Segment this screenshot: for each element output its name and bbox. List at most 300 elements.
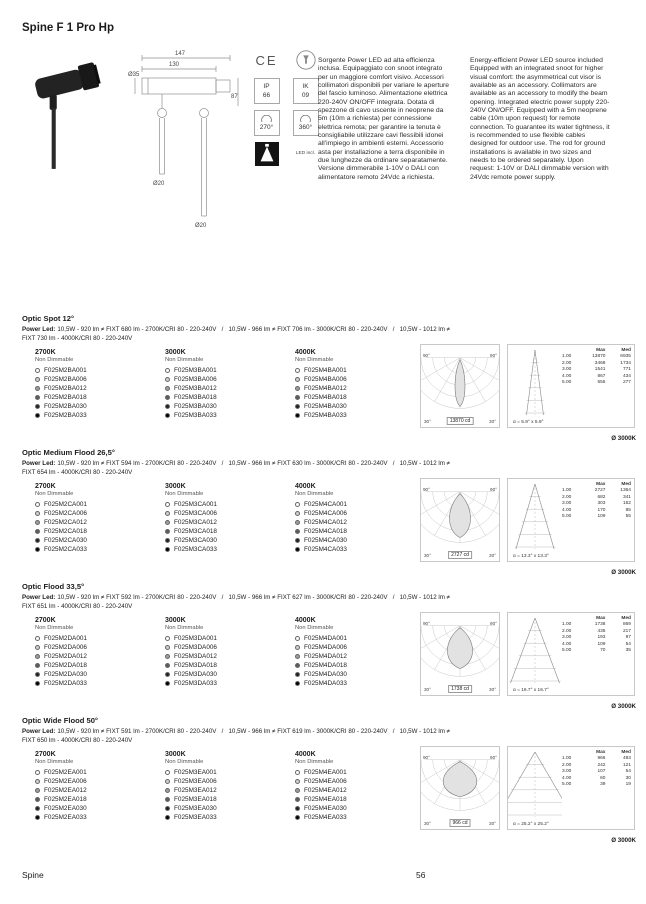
cone-table-header-cell: Med xyxy=(621,750,631,755)
beam-cone-icon xyxy=(508,479,562,561)
polar-angle-label: 30° xyxy=(424,419,431,424)
polar-angle-label: 90° xyxy=(490,755,497,760)
product-code-row xyxy=(35,670,165,679)
product-code-row xyxy=(295,393,425,402)
product-code-row xyxy=(165,536,295,545)
ce-mark: CE xyxy=(255,52,278,68)
product-code: F025M4BA018 xyxy=(304,394,347,401)
product-code: F025M4EA033 xyxy=(304,814,347,821)
cone-max-value: 555 xyxy=(597,380,606,386)
beam-angle-label: α = 13.3° x 13.3° xyxy=(513,554,549,559)
color-temp-header: 3000K xyxy=(165,349,186,356)
product-code: F025M2BA018 xyxy=(44,394,87,401)
cone-med-value: 152 xyxy=(622,501,631,507)
product-code-row xyxy=(295,527,425,536)
power-led-spec xyxy=(22,326,638,333)
optic-section xyxy=(22,314,638,448)
cone-med-value: 35 xyxy=(625,648,631,654)
product-code-row xyxy=(295,813,425,822)
optic-section-title: Optic Spot 12° xyxy=(22,314,74,323)
product-code-row xyxy=(165,795,295,804)
cone-diagram xyxy=(507,344,635,428)
cone-table xyxy=(562,345,634,427)
product-code-row xyxy=(35,634,165,643)
product-code: F025M4DA001 xyxy=(304,635,347,642)
color-temp-column xyxy=(35,349,165,420)
finish-dot xyxy=(165,413,170,418)
finish-dot xyxy=(35,645,40,650)
cone-max-value: 2727 xyxy=(594,488,606,494)
power-led-spec xyxy=(22,728,638,735)
dimming-label: Non Dimmable xyxy=(295,491,334,497)
finish-dot xyxy=(165,529,170,534)
product-code-row xyxy=(35,813,165,822)
dimming-label: Non Dimmable xyxy=(295,625,334,631)
cone-diagram xyxy=(507,612,635,696)
rotation-360-badge xyxy=(293,110,319,136)
color-temp-header: 3000K xyxy=(165,751,186,758)
product-code-row xyxy=(295,643,425,652)
product-code: F025M3BA030 xyxy=(174,403,217,410)
product-code: F025M3EA033 xyxy=(174,814,217,821)
product-code-row xyxy=(35,804,165,813)
spotlight-image xyxy=(18,52,124,174)
photometry-temp-label: Ø 3000K xyxy=(611,569,636,576)
product-code: F025M4EA001 xyxy=(304,769,347,776)
candela-value: 13870 cd xyxy=(447,417,474,425)
polar-angle-label: 30° xyxy=(424,687,431,692)
footer-product-name: Spine xyxy=(22,870,44,880)
dimming-label: Non Dimmable xyxy=(165,625,204,631)
cone-table-header-cell: Max xyxy=(596,482,606,487)
finish-dot xyxy=(165,645,170,650)
photometric-diagram xyxy=(420,344,636,442)
beam-angle-label: α = 5.9° x 5.9° xyxy=(513,420,544,425)
product-code-row xyxy=(35,679,165,688)
optic-section xyxy=(22,448,638,582)
beam-cone-icon xyxy=(508,345,562,427)
product-code-row xyxy=(35,643,165,652)
product-code: F025M3CA030 xyxy=(174,537,217,544)
cone-distance: 4.00 xyxy=(562,641,572,647)
power-led-spec xyxy=(22,460,638,467)
finish-dot xyxy=(295,681,300,686)
power-led-label: Power Led: xyxy=(22,459,56,467)
product-code-row xyxy=(295,509,425,518)
finish-dot xyxy=(165,404,170,409)
color-temp-header: 3000K xyxy=(165,483,186,490)
product-code: F025M4CA033 xyxy=(304,546,347,553)
power-led-spec-continued: FIXT 651 lm - 4000K/CRI 80 - 220-240V xyxy=(22,603,133,610)
finish-dot xyxy=(35,511,40,516)
cone-distance: 3.00 xyxy=(562,501,572,507)
cone-distance: 5.00 xyxy=(562,514,572,520)
product-code: F025M2BA033 xyxy=(44,412,87,419)
color-temp-column xyxy=(35,483,165,554)
dimming-label: Non Dimmable xyxy=(165,491,204,497)
optic-section xyxy=(22,716,638,850)
product-code-row xyxy=(165,375,295,384)
cone-max-value: 682 xyxy=(597,494,606,500)
cone-table-row xyxy=(562,782,631,788)
dimming-label: Non Dimmable xyxy=(35,759,74,765)
tilt-arc-icon xyxy=(260,115,273,123)
product-code-row xyxy=(295,652,425,661)
glass-circle-icon xyxy=(294,48,318,72)
product-code-row xyxy=(35,777,165,786)
tilt-270-badge xyxy=(254,110,280,136)
dimming-label: Non Dimmable xyxy=(35,357,74,363)
product-code-row xyxy=(165,768,295,777)
product-photo xyxy=(18,52,124,174)
product-code: F025M4CA012 xyxy=(304,519,347,526)
finish-dot xyxy=(35,529,40,534)
power-led-spec-continued: FIXT 730 lm - 4000K/CRI 80 - 220-240V xyxy=(22,335,133,342)
cone-max-value: 60 xyxy=(600,775,606,781)
cone-distance: 2.00 xyxy=(562,360,572,366)
technical-drawing xyxy=(128,46,248,238)
cone-max-value: 303 xyxy=(597,501,606,507)
finish-dot xyxy=(295,377,300,382)
polar-diagram xyxy=(420,612,500,696)
finish-dot xyxy=(165,377,170,382)
product-code-row xyxy=(165,786,295,795)
cone-med-value: 483 xyxy=(622,756,631,762)
dim-length-total: 147 xyxy=(174,51,186,57)
product-code: F025M3DA033 xyxy=(174,680,217,687)
color-temp-column xyxy=(295,751,425,822)
product-code-row xyxy=(165,661,295,670)
finish-dot xyxy=(165,815,170,820)
candela-value: 2727 cd xyxy=(448,551,472,559)
finish-dot xyxy=(295,404,300,409)
dim-diameter-body: Ø35 xyxy=(128,72,140,78)
finish-dot xyxy=(295,395,300,400)
polar-diagram xyxy=(420,478,500,562)
cone-max-value: 170 xyxy=(597,507,606,513)
cone-max-value: 1541 xyxy=(594,367,606,373)
product-code-row xyxy=(295,411,425,420)
product-code: F025M4BA033 xyxy=(304,412,347,419)
finish-dot xyxy=(295,368,300,373)
finish-dot xyxy=(165,681,170,686)
power-led-label: Power Led: xyxy=(22,727,56,735)
product-code: F025M3CA006 xyxy=(174,510,217,517)
finish-dot xyxy=(295,538,300,543)
finish-dot xyxy=(295,386,300,391)
optic-section-title: Optic Medium Flood 26,5° xyxy=(22,448,115,457)
cone-max-value: 107 xyxy=(597,769,606,775)
product-code-row xyxy=(165,393,295,402)
power-led-spec-continued: FIXT 654 lm - 4000K/CRI 80 - 220-240V xyxy=(22,469,133,476)
color-temp-column xyxy=(35,751,165,822)
rotation-arc-icon xyxy=(299,115,312,123)
finish-dot xyxy=(295,654,300,659)
product-code: F025M4BA012 xyxy=(304,385,347,392)
product-code: F025M4CA001 xyxy=(304,501,347,508)
cone-distance: 5.00 xyxy=(562,648,572,654)
finish-dot xyxy=(295,502,300,507)
dim-diameter-rod2: Ø20 xyxy=(195,223,207,229)
cone-distance: 3.00 xyxy=(562,367,572,373)
cone-med-value: 869 xyxy=(622,622,631,628)
cone-diagram-svg xyxy=(508,613,562,691)
product-code-row xyxy=(295,518,425,527)
power-led-label: Power Led: xyxy=(22,593,56,601)
finish-dot xyxy=(35,538,40,543)
polar-curve-svg xyxy=(421,747,499,829)
finish-dot xyxy=(35,797,40,802)
power-led-spec xyxy=(22,594,638,601)
product-code-row xyxy=(35,795,165,804)
photometry-temp-label: Ø 3000K xyxy=(611,703,636,710)
ik-rating-badge xyxy=(293,78,319,104)
finish-dot xyxy=(35,368,40,373)
cone-distance: 4.00 xyxy=(562,507,572,513)
product-code: F025M3BA012 xyxy=(174,385,217,392)
certification-badges xyxy=(250,48,324,166)
product-code-row xyxy=(165,679,295,688)
product-code: F025M2EA006 xyxy=(44,778,87,785)
finish-dot xyxy=(165,538,170,543)
product-code: F025M3CA033 xyxy=(174,546,217,553)
cone-med-value: 6935 xyxy=(620,354,631,360)
product-code: F025M3BA006 xyxy=(174,376,217,383)
product-code: F025M4DA012 xyxy=(304,653,347,660)
color-temp-header: 4000K xyxy=(295,349,316,356)
product-code: F025M4CA018 xyxy=(304,528,347,535)
product-code-row xyxy=(165,384,295,393)
product-code: F025M2EA030 xyxy=(44,805,87,812)
product-code: F025M2EA018 xyxy=(44,796,87,803)
product-code: F025M3DA006 xyxy=(174,644,217,651)
product-code: F025M2DA012 xyxy=(44,653,87,660)
cone-distance: 3.00 xyxy=(562,769,572,775)
color-temp-column xyxy=(165,483,295,554)
polar-angle-label: 30° xyxy=(489,821,496,826)
finish-dot xyxy=(295,529,300,534)
cone-max-value: 39 xyxy=(600,782,606,788)
power-led-values: 10,5W - 920 lm ≠ FIXT 592 lm - 2700K/CRI 80 - 220-240V / 10,5W - 966 lm ≠ FIXT 627 lm - 3000K/CRI 80 - 220-240V / 10,5W - 1012 lm ≠ xyxy=(57,593,451,601)
cone-distance: 1.00 xyxy=(562,622,572,628)
cone-max-value: 435 xyxy=(597,628,606,634)
product-code-row xyxy=(35,509,165,518)
product-code-row xyxy=(165,643,295,652)
product-code-row xyxy=(165,366,295,375)
product-code: F025M2CA033 xyxy=(44,546,87,553)
beam-angle-label: α = 16.7° x 16.7° xyxy=(513,688,549,693)
description-english: Energy-efficient Power LED source included Equipped with an integrated snoot for higher visual comfort: the asymmetrical cut visor is available as an accessory. Collimators are available as an accessory to modify the beam opening. Integrated electric power supply 220-240V ON/OFF. Equipped with a 5m neoprene cable (10m upon request) for remote connection. To guarantee its water tightness, it is recommended to use flexible cables designed for outdoor use. The rod for ground installations is available in two sizes and needs to be ordered separately. Upon request: 1-10V or DALI dimmable version with 24Vdc remote power supply. xyxy=(470,56,610,181)
ik-value: 09 xyxy=(301,91,310,99)
dimension-drawing-svg xyxy=(128,46,248,238)
cone-max-value: 242 xyxy=(597,762,606,768)
product-code: F025M3CA018 xyxy=(174,528,217,535)
cone-diagram xyxy=(507,746,635,830)
optic-section-title: Optic Flood 33,5° xyxy=(22,582,85,591)
product-code-row xyxy=(295,795,425,804)
cone-diagram xyxy=(507,478,635,562)
cone-table-header-cell: Med xyxy=(621,616,631,621)
cone-med-value: 19 xyxy=(625,782,631,788)
cone-distance: 2.00 xyxy=(562,628,572,634)
cone-med-value: 97 xyxy=(625,635,631,641)
candela-value: 966 cd xyxy=(449,819,470,827)
product-code-row xyxy=(165,411,295,420)
cone-table-header-cell: Max xyxy=(596,348,606,353)
product-code: F025M2CA030 xyxy=(44,537,87,544)
finish-dot xyxy=(35,663,40,668)
power-led-values: 10,5W - 920 lm ≠ FIXT 591 lm - 2700K/CRI 80 - 220-240V / 10,5W - 966 lm ≠ FIXT 619 lm - 3000K/CRI 80 - 220-240V / 10,5W - 1012 lm ≠ xyxy=(57,727,451,735)
product-code: F025M2CA012 xyxy=(44,519,87,526)
finish-dot xyxy=(35,681,40,686)
finish-dot xyxy=(35,770,40,775)
product-code-row xyxy=(165,545,295,554)
finish-dot xyxy=(35,636,40,641)
product-code-row xyxy=(35,661,165,670)
power-led-spec-continued: FIXT 650 lm - 4000K/CRI 80 - 220-240V xyxy=(22,737,133,744)
finish-dot xyxy=(295,788,300,793)
product-code: F025M2BA001 xyxy=(44,367,87,374)
cone-distance: 3.00 xyxy=(562,635,572,641)
dimming-label: Non Dimmable xyxy=(295,357,334,363)
product-code-row xyxy=(295,768,425,777)
product-code-row xyxy=(295,670,425,679)
cone-distance: 5.00 xyxy=(562,380,572,386)
optic-sections xyxy=(22,314,638,850)
finish-dot xyxy=(35,395,40,400)
finish-dot xyxy=(165,386,170,391)
product-code: F025M2DA006 xyxy=(44,644,87,651)
product-code-row xyxy=(295,402,425,411)
candela-value: 1738 cd xyxy=(448,685,472,693)
product-code-row xyxy=(295,634,425,643)
photometry-temp-label: Ø 3000K xyxy=(611,837,636,844)
polar-angle-label: 90° xyxy=(423,755,430,760)
finish-dot xyxy=(165,779,170,784)
finish-dot xyxy=(35,520,40,525)
product-code-row xyxy=(35,652,165,661)
polar-curve-svg xyxy=(421,613,499,695)
product-code: F025M4CA030 xyxy=(304,537,347,544)
product-code: F025M3DA012 xyxy=(174,653,217,660)
product-code-row xyxy=(35,366,165,375)
product-code: F025M2DA018 xyxy=(44,662,87,669)
cone-med-value: 277 xyxy=(622,380,631,386)
polar-angle-label: 30° xyxy=(424,821,431,826)
finish-dot xyxy=(165,395,170,400)
color-temp-header: 2700K xyxy=(35,751,56,758)
product-code: F025M4EA030 xyxy=(304,805,347,812)
product-code-row xyxy=(295,661,425,670)
product-code: F025M2DA001 xyxy=(44,635,87,642)
product-code-row xyxy=(165,500,295,509)
polar-diagram xyxy=(420,344,500,428)
cone-distance: 4.00 xyxy=(562,373,572,379)
product-code: F025M3EA006 xyxy=(174,778,217,785)
product-code-row xyxy=(165,804,295,813)
color-temp-header: 2700K xyxy=(35,483,56,490)
cone-med-value: 30 xyxy=(625,775,631,781)
finish-dot xyxy=(35,654,40,659)
finish-dot xyxy=(35,672,40,677)
finish-dot xyxy=(165,788,170,793)
product-code-row xyxy=(35,411,165,420)
cone-max-value: 70 xyxy=(600,648,606,654)
product-code: F025M4DA006 xyxy=(304,644,347,651)
cone-distance: 2.00 xyxy=(562,494,572,500)
cone-table-row xyxy=(562,514,631,520)
cone-diagram-svg xyxy=(508,345,562,423)
cone-med-value: 121 xyxy=(622,762,631,768)
product-code: F025M2EA033 xyxy=(44,814,87,821)
finish-dot xyxy=(165,672,170,677)
product-code: F025M3DA030 xyxy=(174,671,217,678)
photometry-temp-label: Ø 3000K xyxy=(611,435,636,442)
finish-dot xyxy=(295,413,300,418)
cone-med-value: 85 xyxy=(625,507,631,513)
finish-dot xyxy=(295,779,300,784)
color-temp-column xyxy=(165,617,295,688)
cone-table-header-cell: Max xyxy=(596,616,606,621)
product-code: F025M4EA018 xyxy=(304,796,347,803)
dimming-label: Non Dimmable xyxy=(165,759,204,765)
polar-angle-label: 30° xyxy=(424,553,431,558)
finish-dot xyxy=(165,547,170,552)
cone-distance: 1.00 xyxy=(562,756,572,762)
product-code-row xyxy=(35,500,165,509)
color-temp-header: 2700K xyxy=(35,349,56,356)
finish-dot xyxy=(35,386,40,391)
cone-distance: 1.00 xyxy=(562,488,572,494)
cone-distance: 2.00 xyxy=(562,762,572,768)
product-code-row xyxy=(295,545,425,554)
beam-cone-icon xyxy=(508,613,562,695)
product-code-row xyxy=(295,679,425,688)
finish-dot xyxy=(295,547,300,552)
product-code: F025M3DA018 xyxy=(174,662,217,669)
cone-distance: 4.00 xyxy=(562,775,572,781)
beam-distribution-icon xyxy=(255,142,279,166)
cone-med-value: 771 xyxy=(622,367,631,373)
power-led-label: Power Led: xyxy=(22,325,56,333)
polar-angle-label: 90° xyxy=(490,353,497,358)
product-code: F025M3EA001 xyxy=(174,769,217,776)
product-code-row xyxy=(35,536,165,545)
product-code: F025M3EA012 xyxy=(174,787,217,794)
product-code-row xyxy=(165,518,295,527)
product-code: F025M4DA030 xyxy=(304,671,347,678)
cone-max-value: 109 xyxy=(597,514,606,520)
product-code-row xyxy=(35,518,165,527)
product-code-row xyxy=(165,813,295,822)
cone-max-value: 13870 xyxy=(592,354,606,360)
product-code-row xyxy=(35,402,165,411)
product-code: F025M3CA012 xyxy=(174,519,217,526)
power-led-values: 10,5W - 920 lm ≠ FIXT 680 lm - 2700K/CRI 80 - 220-240V / 10,5W - 966 lm ≠ FIXT 706 lm - 3000K/CRI 80 - 220-240V / 10,5W - 1012 lm ≠ xyxy=(57,325,451,333)
color-temp-header: 4000K xyxy=(295,483,316,490)
cone-table xyxy=(562,747,634,829)
footer-page-number: 56 xyxy=(416,870,426,880)
finish-dot xyxy=(35,806,40,811)
finish-dot xyxy=(295,663,300,668)
cone-distance: 1.00 xyxy=(562,354,572,360)
cone-med-value: 55 xyxy=(625,514,631,520)
polar-angle-label: 90° xyxy=(423,353,430,358)
product-code: F025M3BA018 xyxy=(174,394,217,401)
polar-angle-label: 90° xyxy=(423,487,430,492)
ip-value: 66 xyxy=(262,91,271,99)
product-code-row xyxy=(165,777,295,786)
